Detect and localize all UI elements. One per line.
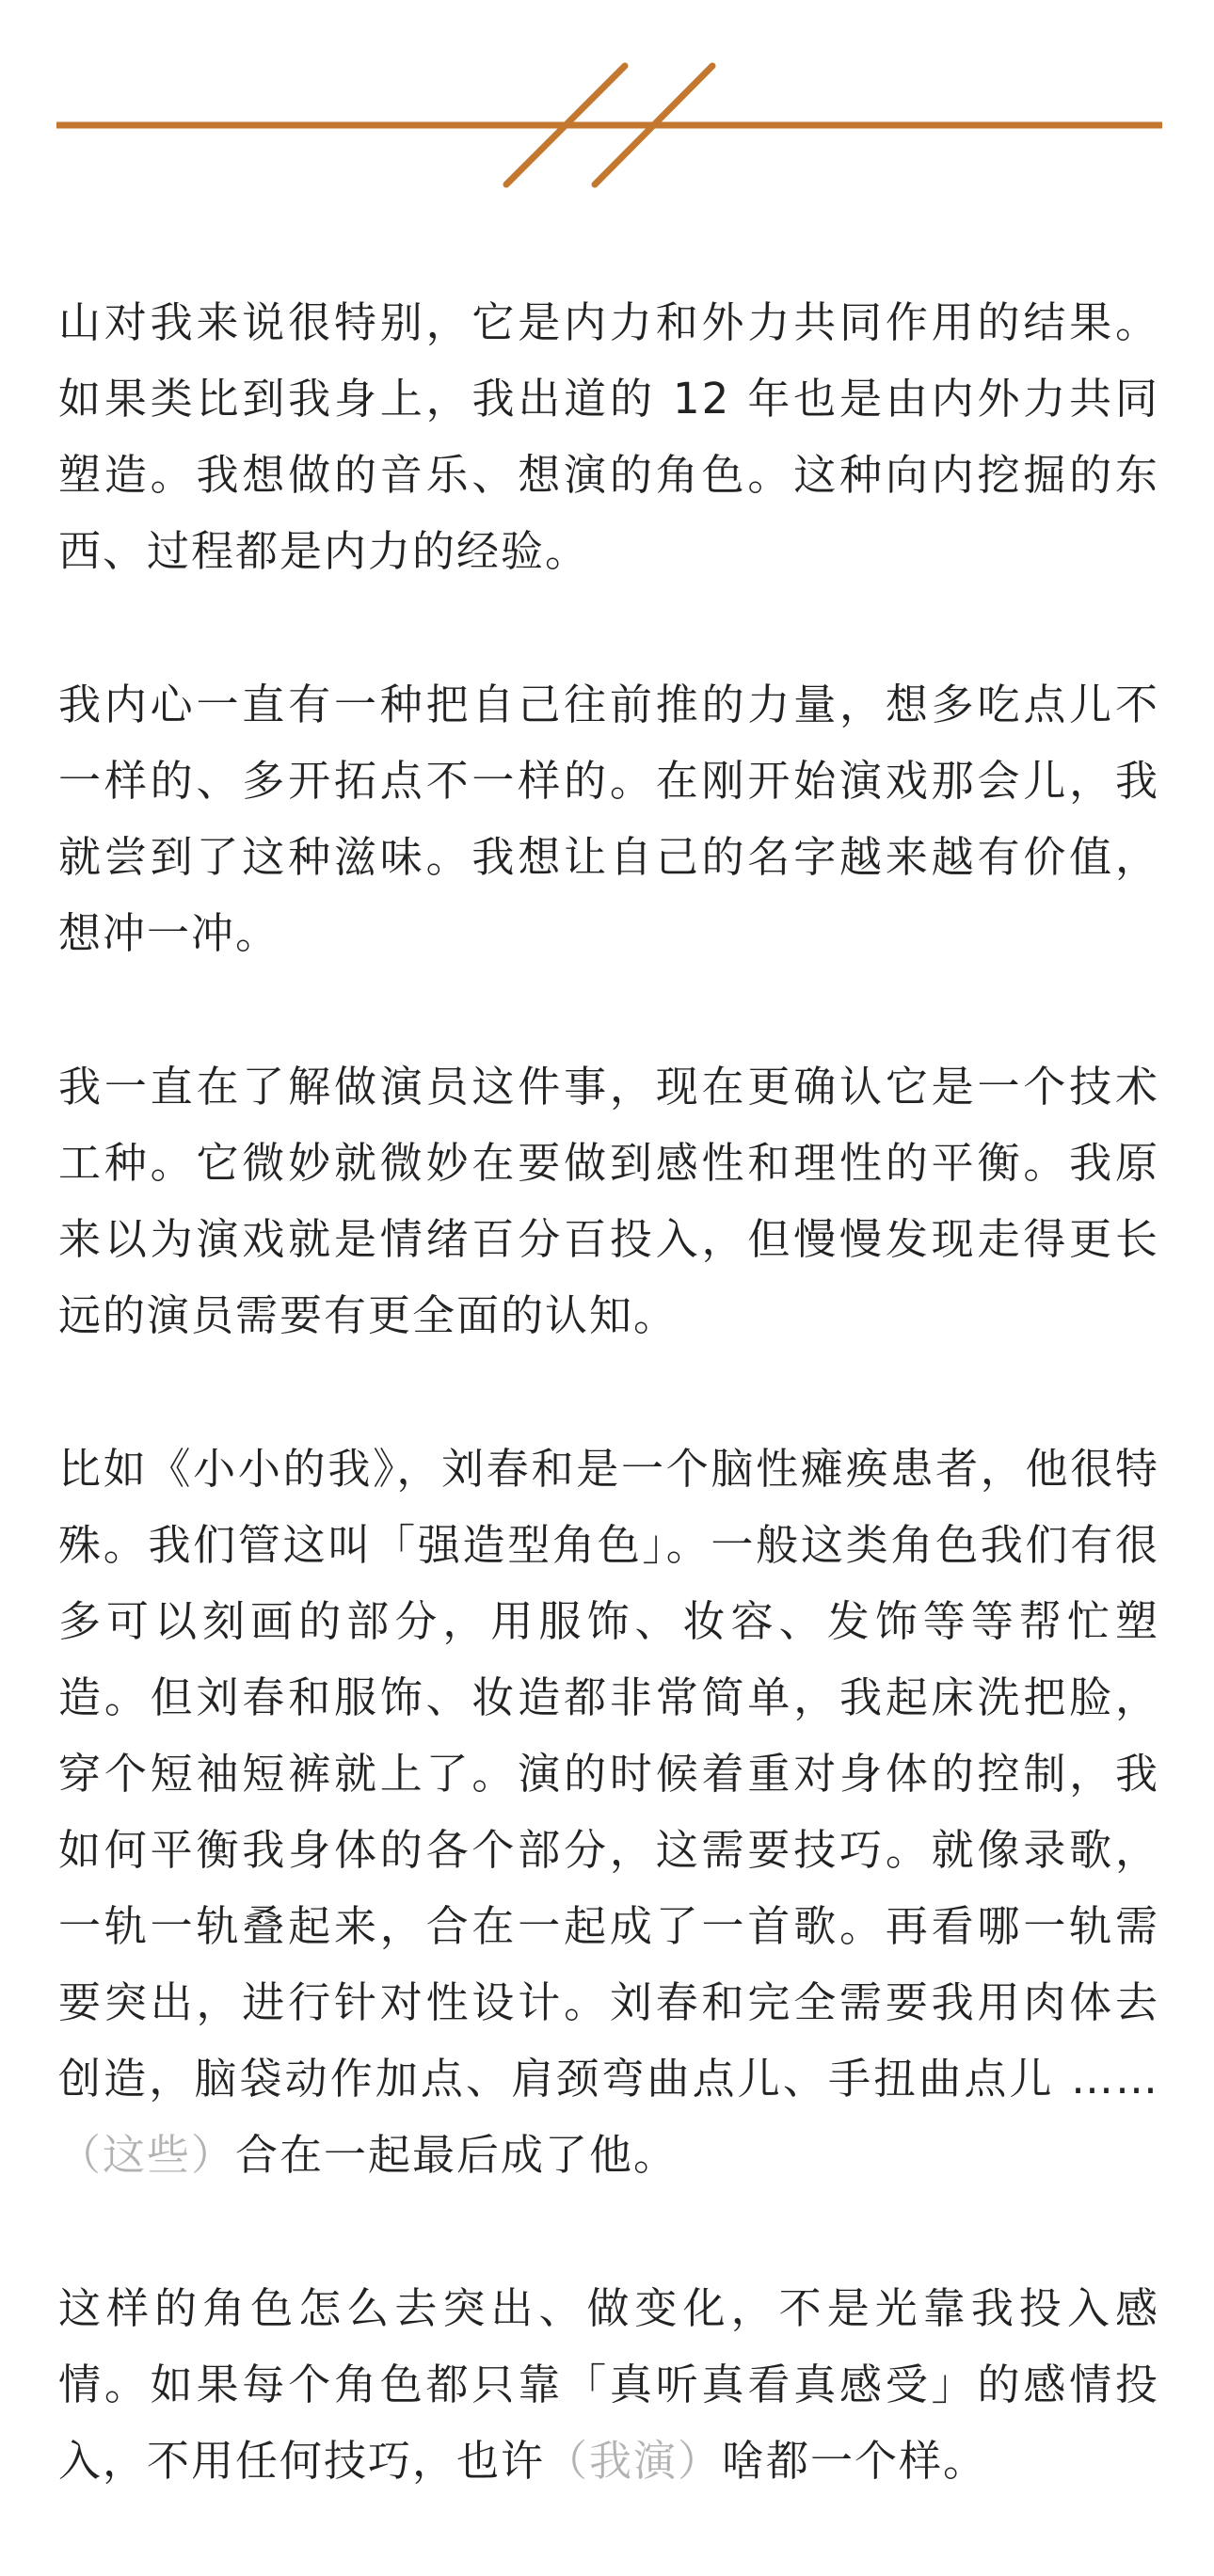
editor-aside-note: （这些） xyxy=(58,2130,236,2180)
paragraph-1 xyxy=(58,284,1159,589)
paragraph-4 xyxy=(58,1431,1159,2193)
paragraph-text: 这样的角色怎么去突出、做变化，不是光靠我投入感情。如果每个角色都只靠「真听真看真感受」的感情投入，不用任何技巧，也许 xyxy=(58,2283,1159,2486)
paragraph-text: 我内心一直有一种把自己往前推的力量，想多吃点儿不一样的、多开拓点不一样的。在刚开始演戏那会儿，我就尝到了这种滋味。我想让自己的名字越来越有价值，想冲一冲。 xyxy=(58,680,1159,958)
paragraph-2 xyxy=(58,666,1159,971)
paragraph-text: 山对我来说很特别，它是内力和外力共同作用的结果。如果类比到我身上，我出道的 12 年也是由内外力共同塑造。我想做的音乐、想演的角色。这种向内挖掘的东西、过程都是内力的经验。 xyxy=(58,297,1159,576)
paragraph-text: 我一直在了解做演员这件事，现在更确认它是一个技术工种。它微妙就微妙在要做到感性和理性的平衡。我原来以为演戏就是情绪百分百投入，但慢慢发现走得更长远的演员需要有更全面的认知。 xyxy=(58,1062,1159,1340)
paragraph-text: 比如《小小的我》，刘春和是一个脑性瘫痪患者，他很特殊。我们管这叫「强造型角色」。一般这类角色我们有很多可以刻画的部分，用服饰、妆容、发饰等等帮忙塑造。但刘春和服饰、妆造都非常简单，我起床洗把脸，穿个短袖短裤就上了。演的时候着重对身体的控制，我如何平衡我身体的各个部分，这需要技巧。就像录歌，一轨一轨叠起来，合在一起成了一首歌。再看哪一轨需要突出，进行针对性设计。刘春和完全需要我用肉体去创造，脑袋动作加点、肩颈弯曲点儿、手扭曲点儿 …… xyxy=(58,1444,1159,2104)
double-slash-divider-icon xyxy=(0,0,1214,226)
editor-aside-note: （我演） xyxy=(545,2436,723,2486)
paragraph-text: 合在一起最后成了他。 xyxy=(235,2130,679,2180)
paragraph-5 xyxy=(58,2270,1159,2499)
article-body xyxy=(58,284,1159,2576)
paragraph-text: 啥都一个样。 xyxy=(722,2436,988,2486)
paragraph-3 xyxy=(58,1048,1159,1353)
